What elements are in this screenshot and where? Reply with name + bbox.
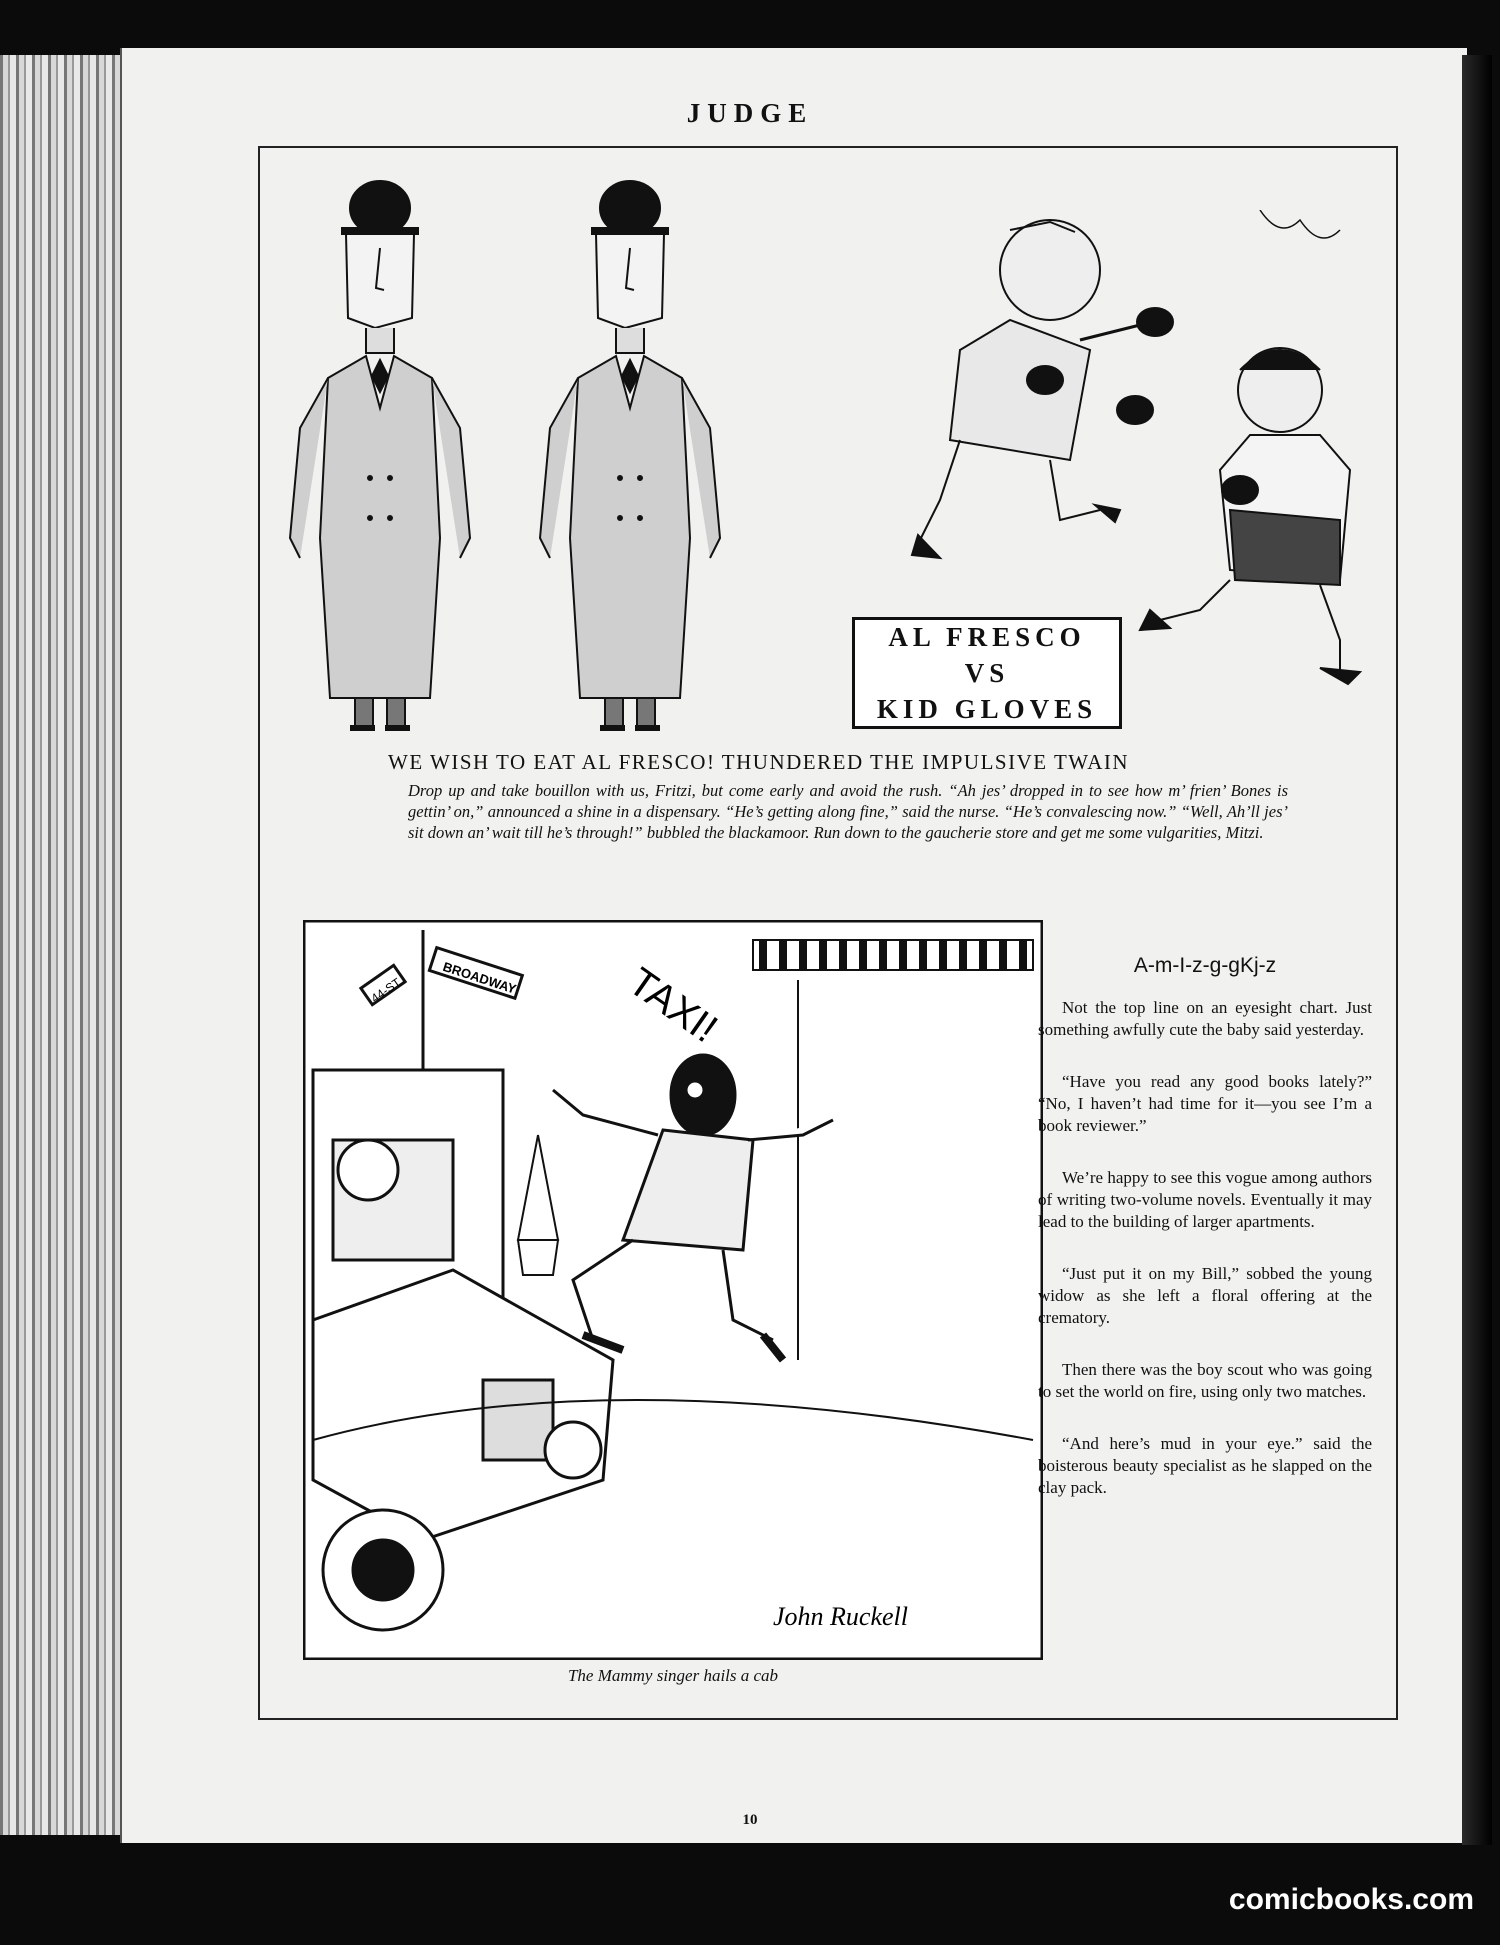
site-watermark: comicbooks.com	[1228, 1883, 1474, 1916]
column-item: Then there was the boy scout who was going to set the world on fire, using only two matches.	[1038, 1360, 1372, 1401]
boxer-left	[912, 220, 1173, 558]
artist-signature-scribble	[1260, 210, 1340, 238]
taxi-shout: TAXI!	[620, 959, 726, 1052]
boxer-right	[1117, 348, 1360, 684]
feature-title-line: KID GLOVES	[876, 694, 1098, 724]
feature-blurb	[408, 780, 1288, 843]
book-spine-shadow	[1462, 55, 1492, 1845]
column-item: “And here’s mud in your eye.” said the boisterous beauty specialist as he slapped on the clay pack.	[1038, 1434, 1372, 1497]
column-item: “Just put it on my Bill,” sobbed the young widow as she left a floral offering at the crematory.	[1038, 1264, 1372, 1327]
feature-headline: WE WISH TO EAT AL FRESCO! THUNDERED THE IMPULSIVE TWAIN	[388, 750, 1130, 774]
cartoon-caption: The Mammy singer hails a cab	[567, 1666, 779, 1685]
gentlemen-illustration	[280, 178, 780, 738]
gentleman-right	[540, 181, 720, 728]
feature-title-line: AL FRESCO	[888, 622, 1086, 652]
column-item: Not the top line on an eyesight chart. Just something awfully cute the baby said yesterday.	[1038, 998, 1372, 1039]
page-number: 10	[742, 1812, 758, 1828]
cartoon-signature: John Ruckell	[773, 1602, 908, 1631]
street-sign-number: 44-ST	[368, 975, 404, 1006]
column-title: A-m-I-z-g-gKj-z	[1133, 954, 1277, 977]
humor-column	[1038, 955, 1372, 1529]
masthead: JUDGE	[686, 98, 814, 128]
feature-title-line: VS	[964, 658, 1010, 688]
feature-title-box	[852, 617, 1122, 729]
gentleman-left	[290, 181, 470, 728]
taxi-cartoon	[303, 920, 1043, 1660]
street-sign-avenue: BROADWAY	[441, 958, 519, 997]
column-item: “Have you read any good books lately?” “No, I haven’t had time for it—you see I’m a book reviewer.”	[1038, 1072, 1372, 1135]
feature-paragraph: Drop up and take bouillon with us, Fritzi, but come early and avoid the rush. “Ah jes’ dropped in to see how m’ frien’ Bones is gettin’ on,” announced a shine in a dispensary. “He’s getting along fine,” said the nurse. “He’s convalescing now.” “Well, Ah’ll jes’ sit down an’ wait till he’s through!” bubbled the blackamoor. Run down to the gaucherie store and get me some vulgarities, Mitzi.	[408, 781, 1288, 842]
column-item: We’re happy to see this vogue among authors of writing two-volume novels. Eventually it may lead to the building of larger apartments.	[1038, 1168, 1372, 1231]
